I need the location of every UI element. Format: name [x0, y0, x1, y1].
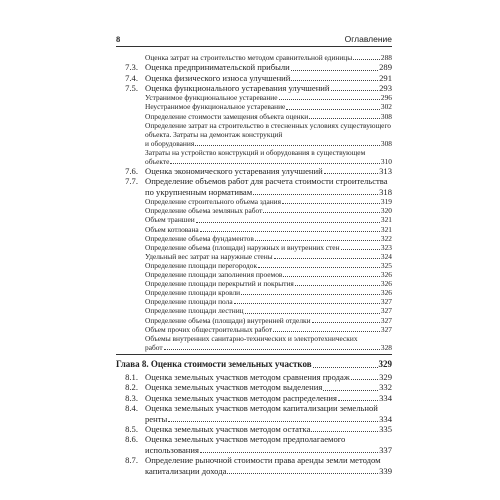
toc-entry-number: 8.7. [125, 455, 138, 466]
dot-leader [291, 70, 378, 71]
toc-entry-title: использования [145, 444, 199, 455]
toc-entry[interactable] [116, 334, 392, 352]
dot-leader [324, 173, 378, 174]
toc-entry-title: Оценка земельных участков методом распределения [145, 392, 337, 403]
toc-entry-page: 334 [379, 413, 392, 424]
toc-entry-page: 328 [380, 342, 392, 352]
toc-entry-title: объекте [145, 156, 170, 166]
toc-entry-title: Оценка предпринимательской прибыли [145, 62, 290, 73]
toc-entry-page: 335 [379, 423, 392, 434]
toc-entry-title: Определение объема земляных работ [145, 206, 263, 216]
dot-leader [309, 118, 380, 119]
toc-entry[interactable] [116, 455, 392, 476]
toc-entry-title: Неустранимое функциональное устаревание [145, 102, 286, 112]
toc-entry[interactable] [116, 53, 392, 62]
dot-leader [227, 473, 378, 474]
toc-entry-page: 310 [380, 156, 392, 166]
toc-entry[interactable] [116, 279, 392, 288]
toc-entry-page: 320 [380, 206, 392, 216]
toc-entry[interactable] [116, 393, 392, 403]
toc-entry-page: 327 [380, 297, 392, 307]
table-of-contents [116, 53, 392, 476]
toc-entry-title-line: Определение затрат на строительство в стесненных условиях существующего объекта. Затраты на демонтаж конструкций [145, 120, 392, 139]
toc-entry-title-line: Затраты на устройство конструкций и оборудования в существующем [145, 147, 366, 157]
toc-entry-title: Оценка экономического устаревания улучшений [145, 166, 323, 177]
toc-entry-title: по укрупненным нормативам [145, 186, 253, 197]
toc-entry[interactable] [116, 206, 392, 215]
toc-entry[interactable] [116, 424, 392, 434]
toc-entry[interactable] [116, 73, 392, 83]
toc-entry-title: Объем прочих общестроительных работ [145, 324, 273, 334]
toc-entry-page: 318 [379, 186, 392, 197]
toc-entry-title: Определение площади перегородок [145, 260, 258, 270]
dot-leader [274, 258, 380, 259]
toc-entry-title: Оценка земельных участков методом выделения [145, 382, 323, 393]
toc-entry-number: 8.3. [125, 392, 138, 403]
toc-entry[interactable] [116, 306, 392, 315]
toc-entry-number: 8.1. [125, 371, 138, 382]
toc-entry-number: 7.5. [125, 82, 138, 93]
toc-entry[interactable] [116, 148, 392, 166]
toc-entry-page: 327 [380, 306, 392, 316]
toc-entry-title: Определение площади пола [145, 297, 233, 307]
toc-entry[interactable] [116, 252, 392, 261]
toc-entry-title: Оценка затрат на строительство методом сравнительной единицы [145, 53, 353, 62]
toc-entry-page: 288 [380, 53, 392, 62]
toc-entry[interactable] [116, 225, 392, 234]
toc-entry-page: 289 [379, 62, 392, 73]
dot-leader [282, 203, 380, 204]
toc-entry-title: Определение объема фундаментов [145, 233, 254, 243]
toc-entry-title: Оценка земельных участков методом сравнения продаж [145, 371, 350, 382]
dot-leader [200, 452, 378, 453]
toc-entry-page: 339 [379, 465, 392, 476]
toc-entry-title: Определение строительного объема здания [145, 197, 282, 207]
toc-entry[interactable] [116, 102, 392, 111]
toc-entry-title: Объем котлована [145, 224, 199, 234]
toc-entry-title: Оценка физического износа улучшений [145, 72, 291, 83]
toc-entry-number: 8.5. [125, 423, 138, 434]
toc-entry-title: Устранимое функциональное устаревание [145, 93, 278, 103]
toc-entry[interactable] [116, 434, 392, 455]
toc-entry-page: 329 [378, 358, 392, 369]
dot-leader [258, 267, 380, 268]
dot-leader [353, 59, 380, 60]
toc-entry[interactable] [116, 62, 392, 72]
toc-entry[interactable] [116, 197, 392, 206]
toc-entry[interactable] [116, 270, 392, 279]
toc-entry-title: Определение площади кровли [145, 288, 241, 298]
toc-entry-title-line: Определение объемов работ для расчета стоимости строительства [145, 176, 388, 187]
toc-entry-page: 313 [379, 166, 392, 177]
toc-entry-number: 7.6. [125, 166, 138, 177]
toc-entry-page: 326 [380, 270, 392, 280]
toc-entry-title: Определение площади заполнения проемов [145, 270, 283, 280]
dot-leader [241, 294, 380, 295]
header-rule [116, 46, 392, 47]
toc-entry[interactable] [116, 215, 392, 224]
dot-leader [273, 331, 380, 332]
toc-entry-title: Удельный вес затрат на наружные стены [145, 251, 273, 261]
running-title: Оглавление [344, 34, 392, 44]
toc-entry-number: 7.4. [125, 72, 138, 83]
toc-entry-title: и оборудования [145, 138, 195, 148]
toc-entry-title: Объем траншеи [145, 215, 195, 225]
dot-leader [196, 222, 380, 223]
dot-leader [312, 322, 380, 323]
dot-leader [263, 212, 380, 213]
toc-entry-title-line: Оценка земельных участков методом капитализации земельной [145, 403, 378, 414]
toc-entry-title: Определение объема (площади) наружных и внутренних стен [145, 242, 340, 252]
toc-entry-title: Оценка функционального устаревания улучшений [145, 82, 330, 93]
toc-entry[interactable] [116, 234, 392, 243]
toc-entry[interactable] [116, 112, 392, 121]
toc-entry-page: 308 [380, 111, 392, 121]
toc-entry-title: Определение стоимости замещения объекта оценки [145, 111, 309, 121]
toc-entry-title: работ [145, 342, 163, 352]
chapter-separator [116, 354, 392, 355]
dot-leader [341, 249, 380, 250]
toc-entry-page: 332 [379, 382, 392, 393]
page-number: 8 [116, 34, 121, 44]
toc-entry-number: 8.6. [125, 434, 138, 445]
toc-entry-page: 319 [380, 197, 392, 207]
dot-leader [168, 421, 378, 422]
toc-entry[interactable] [116, 261, 392, 270]
toc-entry-title: капитализации дохода [145, 465, 227, 476]
toc-entry-page: 334 [379, 392, 392, 403]
page-header [116, 34, 392, 46]
toc-entry-page: 308 [380, 138, 392, 148]
toc-entry-title: ренты [145, 413, 168, 424]
toc-entry[interactable] [116, 316, 392, 325]
dot-leader [283, 276, 380, 277]
toc-entry-title: Оценка земельных участков методом остатка [145, 423, 311, 434]
dot-leader [338, 400, 378, 401]
dot-leader [311, 431, 378, 432]
toc-entry-page: 323 [380, 242, 392, 252]
dot-leader [295, 285, 380, 286]
toc-entry[interactable] [116, 166, 392, 176]
toc-entry-page: 321 [380, 224, 392, 234]
toc-entry[interactable] [116, 325, 392, 334]
dot-leader [245, 313, 380, 314]
toc-entry-number: 7.7. [125, 176, 138, 187]
dot-leader [323, 390, 378, 391]
toc-entry-page: 296 [380, 93, 392, 103]
dot-leader [170, 163, 380, 164]
toc-entry-page: 324 [380, 251, 392, 261]
toc-entry[interactable] [116, 382, 392, 392]
dot-leader [279, 99, 380, 100]
toc-entry[interactable] [116, 243, 392, 252]
toc-entry-number: 8.2. [125, 382, 138, 393]
toc-entry-title: Определение площади лестниц [145, 306, 244, 316]
dot-leader [331, 90, 379, 91]
toc-entry-page: 326 [380, 279, 392, 289]
dot-leader [351, 379, 378, 380]
dot-leader [200, 231, 380, 232]
toc-entry-title: Глава 8. Оценка стоимости земельных участков [116, 358, 312, 369]
toc-entry-page: 291 [379, 72, 392, 83]
toc-entry-title-line: Объемы внутренних санитарно-технических и электротехнических [145, 333, 358, 343]
dot-leader [286, 109, 380, 110]
toc-entry-page: 302 [380, 102, 392, 112]
toc-entry-page: 322 [380, 233, 392, 243]
toc-entry[interactable] [116, 403, 392, 424]
toc-entry[interactable] [116, 297, 392, 306]
toc-entry[interactable] [116, 83, 392, 93]
toc-chapter-heading[interactable] [116, 358, 392, 370]
dot-leader [164, 349, 380, 350]
toc-entry-title: Определение объема (площади) внутренней отделки [145, 315, 311, 325]
toc-entry-title-line: Определение рыночной стоимости права аренды земли методом [145, 455, 381, 466]
dot-leader [313, 367, 378, 368]
toc-entry-page: 327 [380, 324, 392, 334]
toc-entry-page: 326 [380, 288, 392, 298]
toc-entry[interactable] [116, 121, 392, 148]
toc-entry-number: 7.3. [125, 62, 138, 73]
dot-leader [291, 80, 378, 81]
toc-entry-page: 327 [380, 315, 392, 325]
toc-entry-title-line: Оценка земельных участков методом предполагаемого [145, 434, 346, 445]
toc-entry-page: 329 [379, 371, 392, 382]
toc-entry[interactable] [116, 372, 392, 382]
toc-entry-page: 293 [379, 82, 392, 93]
dot-leader [195, 145, 380, 146]
toc-entry[interactable] [116, 93, 392, 102]
toc-entry-number: 8.4. [125, 403, 138, 414]
toc-entry[interactable] [116, 288, 392, 297]
toc-entry-page: 325 [380, 260, 392, 270]
toc-entry[interactable] [116, 176, 392, 197]
toc-entry-page: 337 [379, 444, 392, 455]
dot-leader [253, 194, 378, 195]
dot-leader [234, 303, 380, 304]
dot-leader [255, 240, 380, 241]
toc-entry-title: Определение площади перекрытий и покрытия [145, 279, 294, 289]
toc-entry-page: 321 [380, 215, 392, 225]
